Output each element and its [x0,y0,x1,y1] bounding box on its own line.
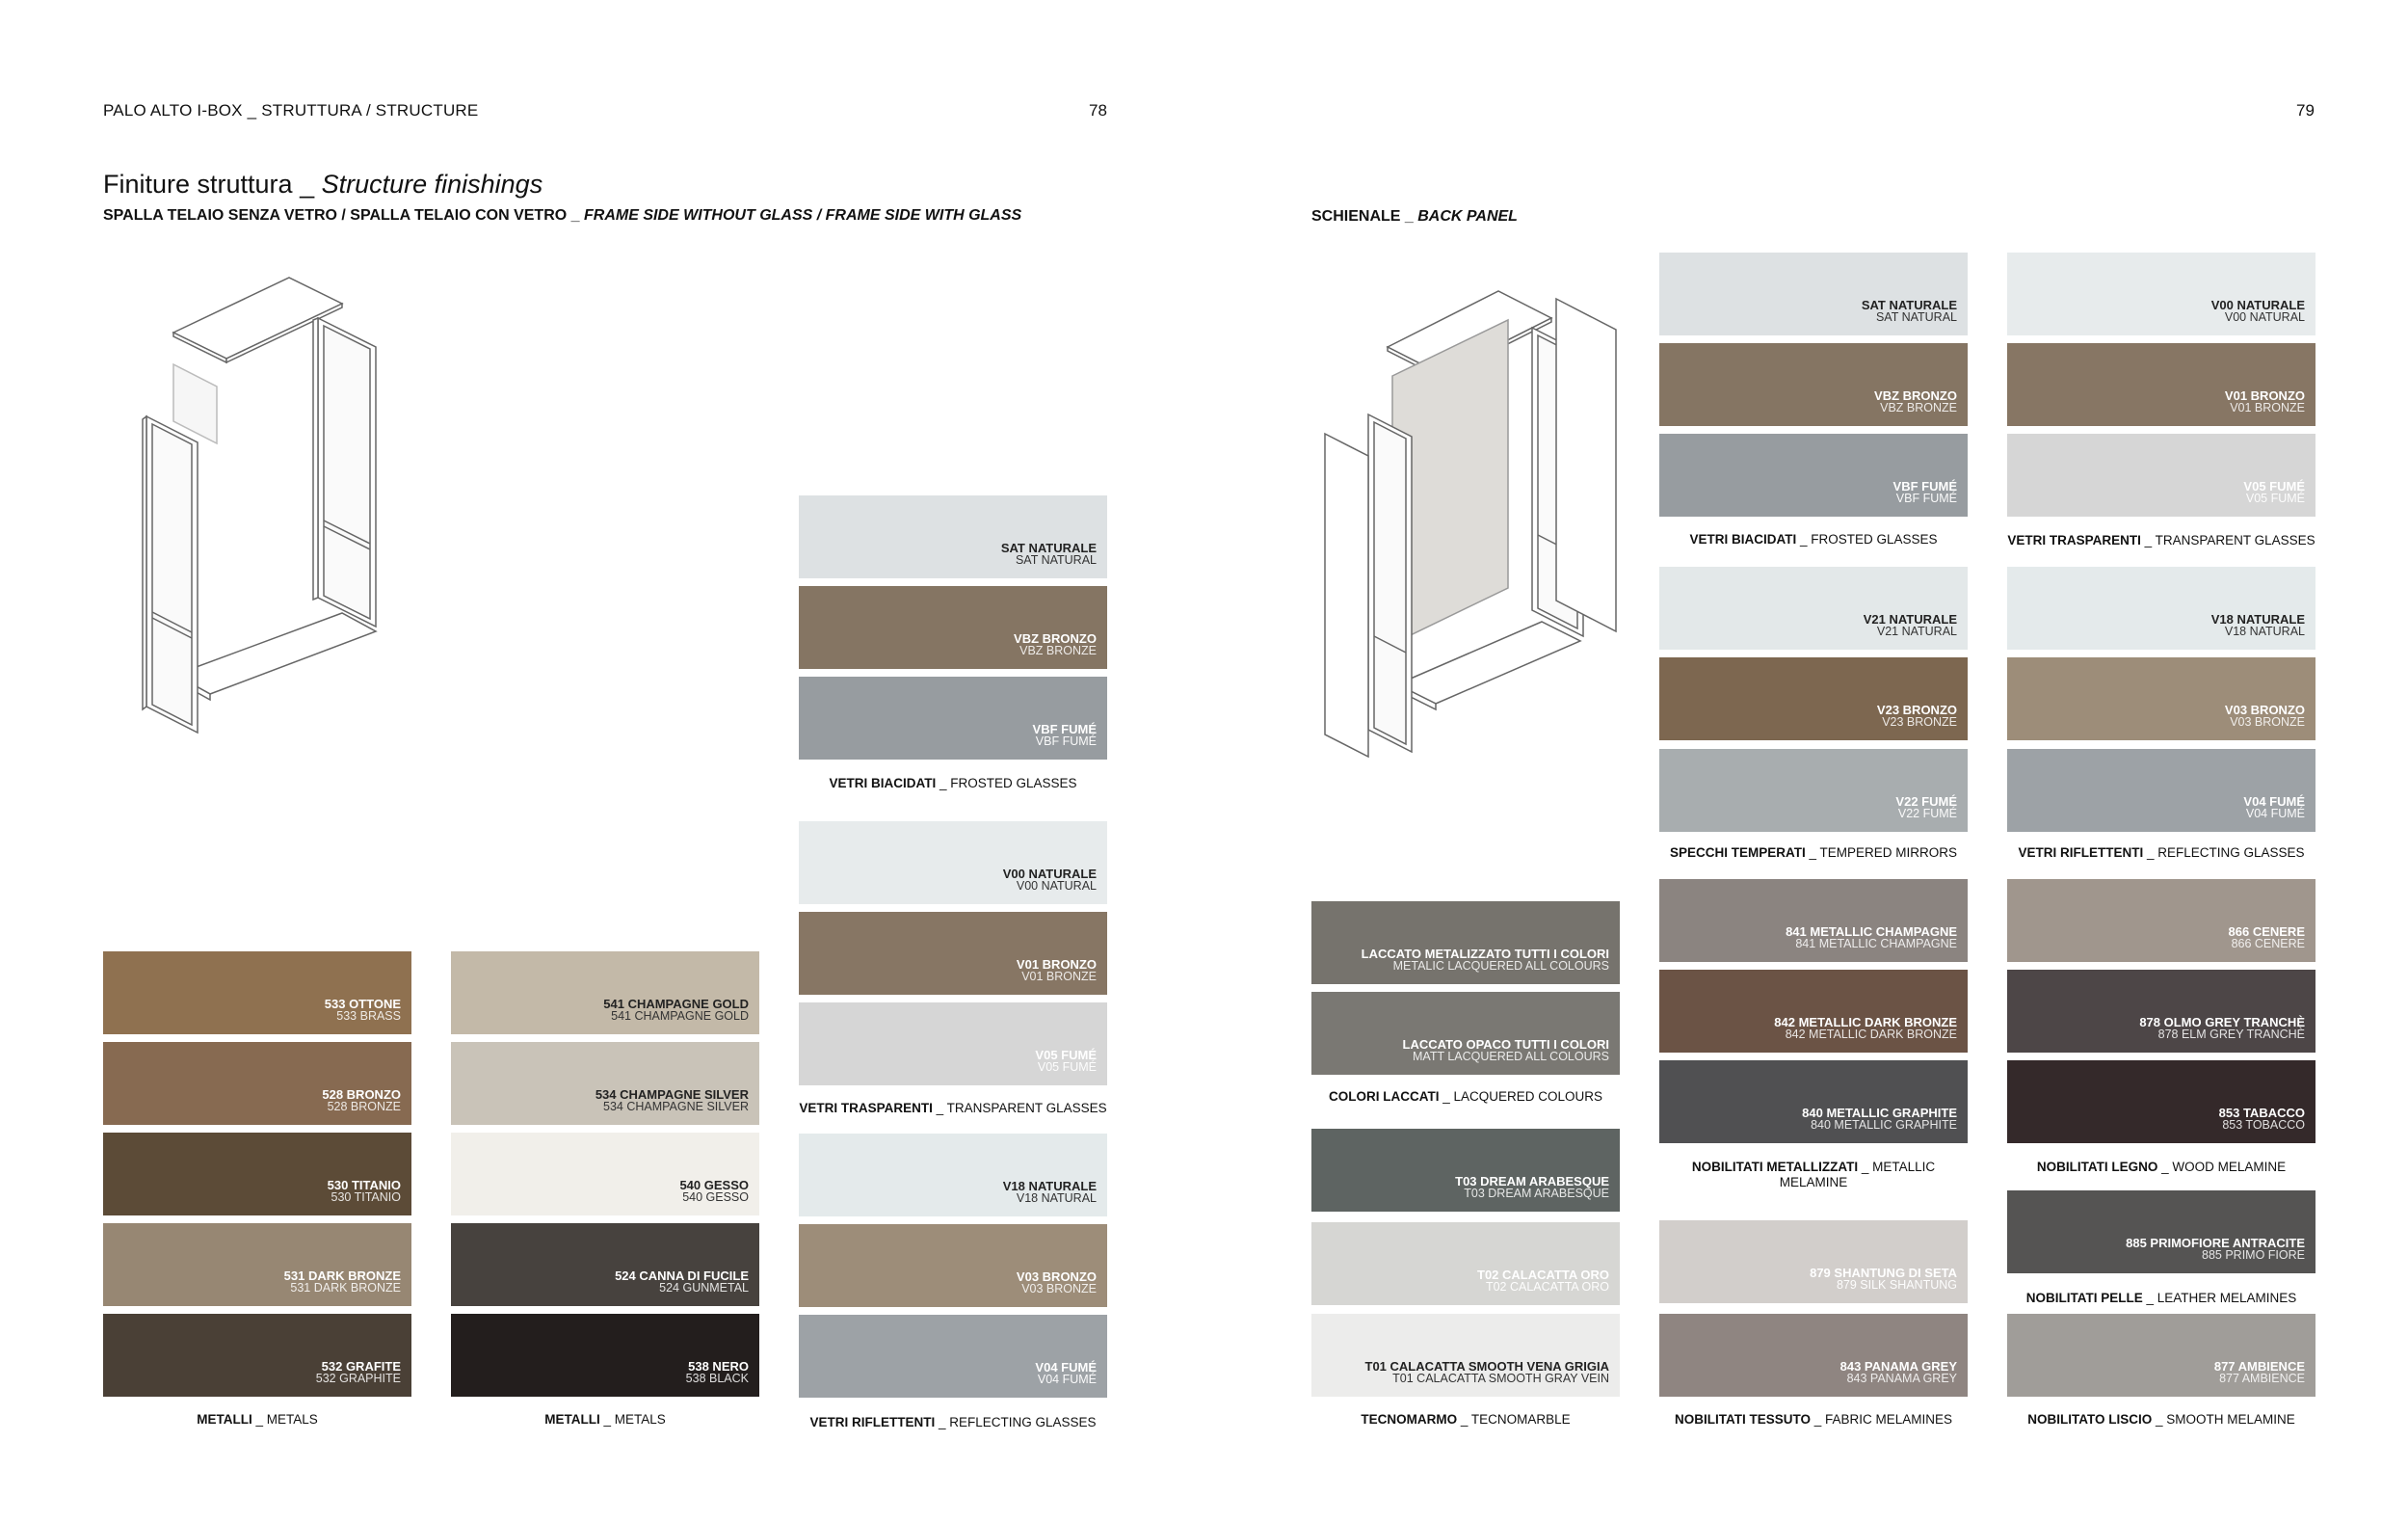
group-label-english: _ LACQUERED COLOURS [1439,1089,1603,1104]
swatch-text [686,1360,749,1385]
group-label-english: _ TRANSPARENT GLASSES [932,1101,1107,1115]
section-title-it: Finiture struttura _ [103,170,322,199]
swatch-text [316,1360,401,1385]
group-label-english: _ REFLECTING GLASSES [2143,845,2305,860]
finish-swatch [2007,657,2315,740]
finish-swatch [103,1314,411,1397]
swatch-subname: V22 FUMÉ [1897,807,1957,820]
finish-swatch [1659,253,1968,335]
swatch-text [1035,1361,1097,1386]
swatch-subname: 528 BRONZE [327,1100,401,1113]
group-label-bold: NOBILITATI METALLIZZATI [1691,1160,1859,1174]
swatch-name: V05 FUMÉ [2243,479,2305,494]
swatch-subname: 532 GRAPHITE [315,1372,401,1385]
swatch-name: VBZ BRONZO [1014,631,1097,646]
finish-swatch [799,1315,1107,1398]
group-label-english: _ TRANSPARENT GLASSES [2140,533,2315,547]
section-title [103,170,542,200]
swatch-name: V18 NATURALE [2210,612,2305,627]
swatch-name: V03 BRONZO [2224,703,2305,717]
swatch-subname: 530 TITANIO [331,1190,401,1204]
finish-swatch [451,1314,759,1397]
finish-swatch [1311,1314,1620,1397]
swatch-subname: VBZ BRONZE [1019,644,1097,657]
group-label-bold: VETRI BIACIDATI [1689,532,1797,547]
swatch-subname: 853 TOBACCO [2222,1118,2305,1132]
group-label-english: _ LEATHER MELAMINES [2142,1291,2297,1305]
finish-swatch [2007,343,2315,426]
swatch-name: LACCATO OPACO TUTTI I COLORI [1402,1037,1609,1052]
structure-frame-illustration [135,270,405,742]
swatch-text [1877,704,1957,729]
swatch-subname: V01 BRONZE [2230,401,2305,414]
swatch-text [1786,925,1957,950]
group-label-bold: VETRI TRASPARENTI [799,1101,933,1115]
swatch-subname: V18 NATURAL [2224,625,2305,638]
swatch-name: LACCATO METALIZZATO TUTTI I COLORI [1361,947,1609,961]
swatch-name: 877 AMBIENCE [2213,1359,2305,1374]
swatch-subname: 877 AMBIENCE [2219,1372,2305,1385]
finish-swatch [2007,970,2315,1053]
group-label [799,1415,1107,1430]
group-label-bold: VETRI RIFLETTENTI [2018,845,2144,860]
swatch-subname: V01 BRONZE [1021,970,1097,983]
swatch-name: 841 METALLIC CHAMPAGNE [1786,924,1957,939]
finish-swatch [2007,253,2315,335]
swatch-text [1802,1107,1957,1132]
back-panel-en: BACK PANEL [1417,208,1518,225]
swatch-text [2219,1107,2305,1132]
swatch-text [1017,1270,1097,1295]
swatch-name: 541 CHAMPAGNE GOLD [603,997,749,1011]
swatch-name: V23 BRONZO [1876,703,1957,717]
swatch-subname: V21 NATURAL [1876,625,1957,638]
swatch-text [2229,925,2305,950]
running-header [103,101,478,120]
finish-swatch [2007,567,2315,650]
swatch-subname: 533 BRASS [336,1009,401,1023]
swatch-text [595,1088,749,1113]
swatch-subname: V00 NATURAL [2224,310,2305,324]
swatch-text [2211,613,2305,638]
swatch-subname: V18 NATURAL [1016,1191,1097,1205]
group-label-bold: VETRI RIFLETTENTI [809,1415,936,1429]
swatch-subname: V04 FUMÉ [1037,1373,1097,1386]
swatch-name: V01 BRONZO [2224,388,2305,403]
swatch-subname: 541 CHAMPAGNE GOLD [611,1009,749,1023]
swatch-name: 530 TITANIO [327,1178,401,1192]
group-label-bold: NOBILITATI TESSUTO [1674,1412,1811,1427]
header-subtitle: _ STRUTTURA / STRUCTURE [242,101,479,120]
swatch-name: 853 TABACCO [2218,1106,2305,1120]
swatch-text [1840,1360,1957,1385]
group-label-bold: SPECCHI TEMPERATI [1669,845,1806,860]
section-subtitle [103,207,1021,225]
swatch-subname: VBF FUMÉ [1035,734,1097,748]
swatch-name: VBF FUMÉ [1892,479,1957,494]
swatch-name: V18 NATURALE [1002,1179,1097,1193]
swatch-text [1001,542,1097,567]
group-label-bold: TECNOMARMO [1361,1412,1458,1427]
group-label-english: _ WOOD MELAMINE [2157,1160,2287,1174]
group-label-english: _ FROSTED GLASSES [936,776,1077,790]
finish-swatch [799,1002,1107,1085]
swatch-text [1455,1175,1609,1200]
group-label [1659,532,1968,547]
page-number-left: 78 [1089,101,1107,120]
swatch-subname: T01 CALACATTA SMOOTH GRAY VEIN [1392,1372,1609,1385]
swatch-text [1864,613,1957,638]
group-label-english: _ SMOOTH MELAMINE [2152,1412,2295,1427]
swatch-subname: MATT LACQUERED ALL COLOURS [1413,1050,1609,1063]
finish-swatch [1659,879,1968,962]
swatch-text [1810,1267,1957,1292]
finish-swatch [1659,749,1968,832]
group-label [799,776,1107,791]
swatch-subname: V23 BRONZE [1882,715,1957,729]
swatch-name: V01 BRONZO [1016,957,1097,972]
group-label-english: _ TECNOMARBLE [1457,1412,1571,1427]
group-label-bold: NOBILITATI PELLE [2025,1291,2143,1305]
subtitle-en: FRAME SIDE WITHOUT GLASS / FRAME SIDE WITH GLASS [583,207,1022,224]
swatch-name: V22 FUMÉ [1895,794,1957,809]
group-label-bold: VETRI TRASPARENTI [2007,533,2141,547]
swatch-subname: METALIC LACQUERED ALL COLOURS [1392,959,1609,973]
section-title-en: Structure finishings [321,170,543,199]
swatch-name: T01 CALACATTA SMOOTH VENA GRIGIA [1364,1359,1609,1374]
swatch-subname: V04 FUMÉ [2245,807,2305,820]
group-label [451,1412,759,1428]
finish-swatch [1311,1129,1620,1212]
swatch-text [603,998,749,1023]
swatch-text [1035,1049,1097,1074]
swatch-name: 842 METALLIC DARK BRONZE [1774,1015,1957,1029]
swatch-name: 532 GRAFITE [321,1359,401,1374]
group-label [2007,533,2315,548]
group-label-bold: METALLI [197,1412,252,1427]
group-label-english: _ METALS [251,1412,318,1427]
swatch-text [1895,795,1957,820]
group-label-english: _ METALS [599,1412,666,1427]
finish-swatch [1659,657,1968,740]
swatch-name: SAT NATURALE [1000,541,1097,555]
finish-swatch [799,912,1107,995]
swatch-text [328,1179,401,1204]
swatch-subname: V05 FUMÉ [1037,1060,1097,1074]
group-label-bold: METALLI [544,1412,600,1427]
swatch-text [2211,299,2305,324]
group-label-bold: NOBILITATI LEGNO [2036,1160,2158,1174]
group-label-english: _ TEMPERED MIRRORS [1805,845,1958,860]
swatch-subname: 534 CHAMPAGNE SILVER [603,1100,749,1113]
group-label [2007,845,2315,861]
finish-swatch [2007,749,2315,832]
group-label-english: _ METALLIC MELAMINE [1779,1160,1936,1189]
swatch-name: V00 NATURALE [2210,298,2305,312]
swatch-name: V04 FUMÉ [1035,1360,1097,1375]
finish-swatch [799,1134,1107,1216]
swatch-subname: 866 CENERE [2231,937,2305,950]
finish-swatch [2007,434,2315,517]
swatch-text [2126,1237,2305,1262]
swatch-text [2243,795,2305,820]
swatch-name: V00 NATURALE [1002,867,1097,881]
finish-swatch [799,586,1107,669]
swatch-name: 878 OLMO GREY TRANCHÈ [2139,1015,2305,1029]
swatch-name: 538 NERO [688,1359,749,1374]
swatch-name: V05 FUMÉ [1035,1048,1097,1062]
swatch-text [615,1269,749,1295]
swatch-text [1017,958,1097,983]
swatch-text [1033,723,1097,748]
finish-swatch [799,677,1107,760]
swatch-subname: 879 SILK SHANTUNG [1836,1278,1957,1292]
group-label [2007,1291,2315,1306]
swatch-subname: 531 DARK BRONZE [290,1281,401,1295]
swatch-text [1477,1268,1609,1294]
swatch-text [1365,1360,1610,1385]
swatch-subname: SAT NATURAL [1015,553,1097,567]
finish-swatch [451,1133,759,1215]
finish-swatch [451,1223,759,1306]
swatch-subname: 843 PANAMA GREY [1846,1372,1957,1385]
swatch-subname: T03 DREAM ARABESQUE [1464,1187,1609,1200]
finish-swatch [2007,1060,2315,1143]
swatch-text [1014,632,1097,657]
swatch-subname: SAT NATURAL [1875,310,1957,324]
group-label-bold: NOBILITATO LISCIO [2027,1412,2153,1427]
finish-swatch [103,951,411,1034]
back-panel-illustration [1315,270,1633,761]
swatch-name: VBZ BRONZO [1874,388,1957,403]
swatch-subname: V03 BRONZE [2230,715,2305,729]
swatch-subname: V03 BRONZE [1021,1282,1097,1295]
finish-swatch [1659,567,1968,650]
finish-swatch [1659,1060,1968,1143]
back-panel-title [1311,208,1518,226]
finish-swatch [103,1133,411,1215]
swatch-name: VBF FUMÉ [1032,722,1097,736]
swatch-subname: 540 GESSO [682,1190,749,1204]
swatch-name: 534 CHAMPAGNE SILVER [595,1087,749,1102]
finish-swatch [1311,901,1620,984]
swatch-name: 524 CANNA DI FUCILE [615,1268,749,1283]
finish-swatch [2007,1190,2315,1273]
swatch-text [2214,1360,2305,1385]
swatch-text [1774,1016,1957,1041]
swatch-text [1893,480,1957,505]
swatch-subname: 524 GUNMETAL [659,1281,749,1295]
finish-swatch [451,951,759,1034]
swatch-subname: V05 FUMÉ [2245,492,2305,505]
finish-swatch [1659,343,1968,426]
swatch-name: V04 FUMÉ [2243,794,2305,809]
swatch-subname: V00 NATURAL [1016,879,1097,893]
swatch-name: 540 GESSO [679,1178,749,1192]
group-label [1659,845,1968,861]
swatch-text [322,1088,401,1113]
swatch-text [1403,1038,1610,1063]
swatch-subname: VBF FUMÉ [1895,492,1957,505]
finish-swatch [1659,1314,1968,1397]
swatch-name: 840 METALLIC GRAPHITE [1802,1106,1957,1120]
swatch-text [1362,948,1609,973]
swatch-name: T03 DREAM ARABESQUE [1455,1174,1609,1188]
finish-swatch [1659,970,1968,1053]
swatch-name: 528 BRONZO [322,1087,401,1102]
swatch-text [2225,704,2305,729]
swatch-subname: 841 METALLIC CHAMPAGNE [1795,937,1957,950]
swatch-text [1003,868,1097,893]
finish-swatch [2007,879,2315,962]
swatch-name: V03 BRONZO [1016,1269,1097,1284]
swatch-name: 885 PRIMOFIORE ANTRACITE [2126,1236,2305,1250]
back-panel-it: SCHIENALE _ [1311,208,1418,225]
group-label [1659,1412,1968,1428]
swatch-name: 866 CENERE [2228,924,2305,939]
swatch-text [679,1179,749,1204]
group-label-english: _ REFLECTING GLASSES [935,1415,1097,1429]
group-label [1311,1089,1620,1105]
swatch-text [2139,1016,2305,1041]
swatch-text [284,1269,401,1295]
group-label [103,1412,411,1428]
swatch-subname: VBZ BRONZE [1880,401,1957,414]
swatch-text [1874,389,1957,414]
group-label [1311,1412,1620,1428]
swatch-subname: 878 ELM GREY TRANCHÈ [2157,1028,2305,1041]
swatch-name: 843 PANAMA GREY [1839,1359,1957,1374]
swatch-subname: 885 PRIMO FIORE [2202,1248,2305,1262]
finish-swatch [103,1042,411,1125]
swatch-text [2243,480,2305,505]
swatch-name: SAT NATURALE [1861,298,1957,312]
swatch-subname: T02 CALACATTA ORO [1485,1280,1609,1294]
group-label-english: _ FROSTED GLASSES [1796,532,1938,547]
swatch-text [2225,389,2305,414]
group-label [2007,1160,2315,1175]
finish-swatch [1311,1222,1620,1305]
swatch-subname: 840 METALLIC GRAPHITE [1811,1118,1957,1132]
group-label-english: _ FABRIC MELAMINES [1810,1412,1953,1427]
swatch-name: V21 NATURALE [1863,612,1957,627]
finish-swatch [799,821,1107,904]
page-number-right: 79 [2296,101,2315,120]
subtitle-it: SPALLA TELAIO SENZA VETRO / SPALLA TELAIO CON VETRO _ [103,207,584,224]
swatch-name: T02 CALACATTA ORO [1477,1268,1609,1282]
group-label-bold: VETRI BIACIDATI [829,776,937,790]
finish-swatch [451,1042,759,1125]
finish-swatch [2007,1314,2315,1397]
finish-swatch [799,495,1107,578]
swatch-text [1862,299,1957,324]
group-label [799,1101,1107,1116]
finish-swatch [1659,434,1968,517]
finish-swatch [1659,1220,1968,1303]
swatch-name: 879 SHANTUNG DI SETA [1810,1266,1957,1280]
swatch-name: 531 DARK BRONZE [283,1268,401,1283]
header-title: PALO ALTO I-BOX [103,101,243,120]
swatch-subname: 538 BLACK [685,1372,749,1385]
swatch-subname: 842 METALLIC DARK BRONZE [1785,1028,1957,1041]
group-label [2007,1412,2315,1428]
group-label-bold: COLORI LACCATI [1328,1089,1440,1104]
swatch-text [1003,1180,1097,1205]
finish-swatch [799,1224,1107,1307]
finish-swatch [103,1223,411,1306]
finish-swatch [1311,992,1620,1075]
swatch-text [325,998,401,1023]
swatch-name: 533 OTTONE [324,997,401,1011]
group-label [1659,1160,1968,1190]
